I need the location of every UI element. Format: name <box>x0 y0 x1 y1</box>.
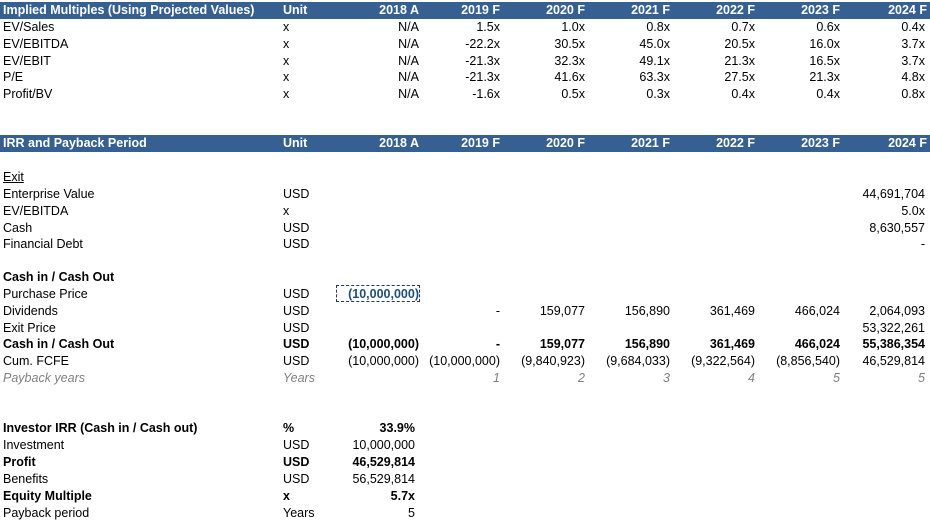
summary-row <box>0 454 930 471</box>
irr-header <box>0 135 930 152</box>
multiples-row-val-2[interactable]: 32.3x <box>554 53 585 68</box>
cash-row-val-2[interactable]: 2 <box>578 371 585 385</box>
cash-row-val-1[interactable]: (10,000,000) <box>429 354 500 369</box>
summary-value[interactable]: 46,529,814 <box>352 454 415 469</box>
multiples-header-year-3[interactable]: 2021 F <box>631 3 670 17</box>
cash-row <box>0 320 930 337</box>
irr-header-year-3[interactable]: 2021 F <box>631 136 670 150</box>
irr-header-year-6[interactable]: 2024 F <box>888 136 927 150</box>
multiples-row-val-4[interactable]: 0.4x <box>731 87 755 102</box>
multiples-header-year-6[interactable]: 2024 F <box>888 3 927 17</box>
summary-value[interactable]: 56,529,814 <box>352 471 415 486</box>
exit-row <box>0 203 930 220</box>
cash-row <box>0 336 930 353</box>
summary-row <box>0 505 930 522</box>
cash-row <box>0 353 930 370</box>
multiples-row-val-0[interactable]: N/A <box>398 36 419 51</box>
multiples-row-label[interactable]: P/E <box>3 70 24 85</box>
cash-row-val-6[interactable]: 2,064,093 <box>869 303 925 318</box>
exit-title-row <box>0 169 930 186</box>
multiples-row-val-4[interactable]: 21.3x <box>724 53 755 68</box>
summary-label[interactable]: Investor IRR (Cash in / Cash out) <box>3 421 198 435</box>
multiples-row-val-5[interactable]: 21.3x <box>809 70 840 85</box>
multiples-row-label[interactable]: EV/EBITDA <box>3 36 69 51</box>
summary-label[interactable]: Equity Multiple <box>3 488 92 503</box>
exit-row-val-6[interactable]: 44,691,704 <box>862 187 925 201</box>
cash-row-unit[interactable]: USD <box>283 337 310 352</box>
summary-unit[interactable]: x <box>283 488 290 503</box>
irr-header-title[interactable]: IRR and Payback Period <box>3 136 147 150</box>
multiples-row-val-5[interactable]: 0.6x <box>816 20 840 34</box>
cash-row <box>0 370 930 387</box>
cash-row-val-3[interactable]: 3 <box>663 371 670 385</box>
multiples-row-val-3[interactable]: 45.0x <box>639 36 670 51</box>
multiples-row <box>0 19 930 36</box>
cash-row-unit[interactable]: Years <box>283 371 315 385</box>
multiples-row-label[interactable]: EV/Sales <box>3 20 55 34</box>
exit-row-unit[interactable]: USD <box>283 220 310 235</box>
multiples-row-unit[interactable]: x <box>283 70 290 85</box>
summary-value[interactable]: 33.9% <box>379 421 415 435</box>
cash-row-val-1[interactable]: 1 <box>493 371 500 385</box>
multiples-row-val-6[interactable]: 3.7x <box>901 36 925 51</box>
multiples-row <box>0 69 930 86</box>
multiples-row-val-5[interactable]: 16.0x <box>809 36 840 51</box>
cash-row-unit[interactable]: USD <box>283 303 310 318</box>
cash-row-val-0[interactable]: (10,000,000) <box>348 354 419 369</box>
cash-row-unit[interactable]: USD <box>283 354 310 369</box>
exit-row-label[interactable]: Cash <box>3 220 33 235</box>
exit-row-val-6[interactable]: - <box>920 237 925 252</box>
multiples-header-year-0[interactable]: 2018 A <box>379 3 419 17</box>
multiples-row-val-1[interactable]: -21.3x <box>465 53 500 68</box>
multiples-row-val-6[interactable]: 3.7x <box>901 53 925 68</box>
irr-header-year-5[interactable]: 2023 F <box>801 136 840 150</box>
exit-row <box>0 186 930 203</box>
multiples-row-val-6[interactable]: 4.8x <box>901 70 925 85</box>
cash-title-row <box>0 269 930 286</box>
cash-row-val-3[interactable]: 156,890 <box>624 337 670 352</box>
summary-row <box>0 471 930 488</box>
cash-row-val-4[interactable]: 361,469 <box>709 337 755 352</box>
summary-unit[interactable]: % <box>283 421 295 435</box>
summary-unit[interactable]: USD <box>283 437 310 452</box>
multiples-row-val-4[interactable]: 27.5x <box>724 70 755 85</box>
cash-row-val-5[interactable]: 466,024 <box>794 303 840 318</box>
exit-row-unit[interactable]: USD <box>283 187 310 201</box>
exit-row-val-6[interactable]: 5.0x <box>901 203 925 218</box>
exit-row-label[interactable]: EV/EBITDA <box>3 203 69 218</box>
multiples-row-val-1[interactable]: 1.5x <box>476 20 500 34</box>
cash-row-val-5[interactable]: 5 <box>833 371 840 385</box>
multiples-header-year-2[interactable]: 2020 F <box>546 3 585 17</box>
multiples-header <box>0 2 930 19</box>
multiples-header-title[interactable]: Implied Multiples (Using Projected Values) <box>3 3 255 17</box>
multiples-row-val-6[interactable]: 0.4x <box>901 20 925 34</box>
multiples-row-val-1[interactable]: -1.6x <box>472 87 500 102</box>
multiples-row-val-4[interactable]: 0.7x <box>731 20 755 34</box>
cash-row-label[interactable]: Exit Price <box>3 320 56 335</box>
cash-row <box>0 286 930 303</box>
multiples-row-val-1[interactable]: -21.3x <box>465 70 500 85</box>
multiples-row <box>0 53 930 70</box>
exit-row-unit[interactable]: x <box>283 203 290 218</box>
multiples-row-val-0[interactable]: N/A <box>398 53 419 68</box>
cash-row-val-0[interactable]: (10,000,000) <box>348 337 419 352</box>
multiples-row-label[interactable]: EV/EBIT <box>3 53 51 68</box>
multiples-row-val-2[interactable]: 1.0x <box>561 20 585 34</box>
exit-row-label[interactable]: Enterprise Value <box>3 187 95 201</box>
cash-row-val-4[interactable]: (9,322,564) <box>691 354 755 369</box>
exit-row <box>0 236 930 253</box>
multiples-row-val-4[interactable]: 20.5x <box>724 36 755 51</box>
multiples-row-val-0[interactable]: N/A <box>398 20 419 34</box>
exit-row-label[interactable]: Financial Debt <box>3 237 83 252</box>
multiples-row-val-0[interactable]: N/A <box>398 70 419 85</box>
irr-header-year-4[interactable]: 2022 F <box>716 136 755 150</box>
multiples-header-unit[interactable]: Unit <box>283 3 308 17</box>
summary-row <box>0 420 930 437</box>
cash-title[interactable]: Cash in / Cash Out <box>3 270 115 284</box>
cash-row-label[interactable]: Dividends <box>3 303 58 318</box>
cash-row <box>0 303 930 320</box>
cash-row-val-4[interactable]: 361,469 <box>709 303 755 318</box>
multiples-row-val-2[interactable]: 30.5x <box>554 36 585 51</box>
summary-row <box>0 488 930 505</box>
cash-row-val-2[interactable]: 159,077 <box>539 303 585 318</box>
irr-header-year-2[interactable]: 2020 F <box>546 136 585 150</box>
multiples-row-val-3[interactable]: 49.1x <box>639 53 670 68</box>
cash-row-val-2[interactable]: (9,840,923) <box>521 354 585 369</box>
cash-row-val-4[interactable]: 4 <box>748 371 755 385</box>
cash-row-val-0[interactable]: (10,000,000) <box>348 287 419 301</box>
multiples-row-unit[interactable]: x <box>283 36 290 51</box>
multiples-row-unit[interactable]: x <box>283 53 290 68</box>
multiples-row-val-0[interactable]: N/A <box>398 87 419 102</box>
multiples-row-val-2[interactable]: 41.6x <box>554 70 585 85</box>
multiples-row-val-2[interactable]: 0.5x <box>561 87 585 102</box>
cash-row-label[interactable]: Cash in / Cash Out <box>3 337 115 352</box>
multiples-row-val-5[interactable]: 16.5x <box>809 53 840 68</box>
multiples-row-unit[interactable]: x <box>283 20 290 34</box>
multiples-header-year-4[interactable]: 2022 F <box>716 3 755 17</box>
cash-row-val-6[interactable]: 5 <box>918 371 925 385</box>
cash-row-label[interactable]: Purchase Price <box>3 287 88 301</box>
exit-row <box>0 220 930 237</box>
summary-row <box>0 437 930 454</box>
cash-row-val-1[interactable]: - <box>495 303 500 318</box>
multiples-row-val-3[interactable]: 63.3x <box>639 70 670 85</box>
cash-row-unit[interactable]: USD <box>283 320 310 335</box>
summary-unit[interactable]: Years <box>283 505 315 520</box>
summary-value[interactable]: 5.7x <box>390 488 415 503</box>
summary-label[interactable]: Benefits <box>3 471 49 486</box>
irr-header-unit[interactable]: Unit <box>283 136 308 150</box>
cash-row-val-3[interactable]: 156,890 <box>624 303 670 318</box>
cash-row-val-5[interactable]: (8,856,540) <box>776 354 840 369</box>
cash-row-val-6[interactable]: 46,529,814 <box>862 354 925 369</box>
summary-label[interactable]: Investment <box>3 437 65 452</box>
exit-row-val-6[interactable]: 8,630,557 <box>869 220 925 235</box>
irr-header-year-1[interactable]: 2019 F <box>461 136 500 150</box>
exit-title[interactable]: Exit <box>3 170 24 184</box>
multiples-row-val-1[interactable]: -22.2x <box>465 36 500 51</box>
cash-row-val-5[interactable]: 466,024 <box>794 337 840 352</box>
cash-row-val-1[interactable]: - <box>495 337 500 352</box>
summary-value[interactable]: 5 <box>408 505 415 520</box>
multiples-row-val-3[interactable]: 0.8x <box>646 20 670 34</box>
irr-header-year-0[interactable]: 2018 A <box>379 136 419 150</box>
exit-row-unit[interactable]: USD <box>283 237 310 252</box>
summary-unit[interactable]: USD <box>283 471 310 486</box>
multiples-row-val-5[interactable]: 0.4x <box>816 87 840 102</box>
cash-row-val-6[interactable]: 53,322,261 <box>862 320 925 335</box>
summary-label[interactable]: Payback period <box>3 505 90 520</box>
cash-row-val-2[interactable]: 159,077 <box>539 337 585 352</box>
multiples-row-label[interactable]: Profit/BV <box>3 87 53 102</box>
multiples-row <box>0 86 930 103</box>
multiples-row-unit[interactable]: x <box>283 87 290 102</box>
cash-row-val-3[interactable]: (9,684,033) <box>606 354 670 369</box>
cash-row-label[interactable]: Payback years <box>3 371 85 385</box>
summary-value[interactable]: 10,000,000 <box>352 437 415 452</box>
multiples-header-year-1[interactable]: 2019 F <box>461 3 500 17</box>
cash-row-label[interactable]: Cum. FCFE <box>3 354 69 369</box>
summary-unit[interactable]: USD <box>283 454 310 469</box>
multiples-row-val-3[interactable]: 0.3x <box>646 87 670 102</box>
summary-label[interactable]: Profit <box>3 454 36 469</box>
multiples-row-val-6[interactable]: 0.8x <box>901 87 925 102</box>
cash-row-unit[interactable]: USD <box>283 287 310 301</box>
multiples-row <box>0 36 930 53</box>
cash-row-val-6[interactable]: 55,386,354 <box>862 337 925 352</box>
multiples-header-year-5[interactable]: 2023 F <box>801 3 840 17</box>
